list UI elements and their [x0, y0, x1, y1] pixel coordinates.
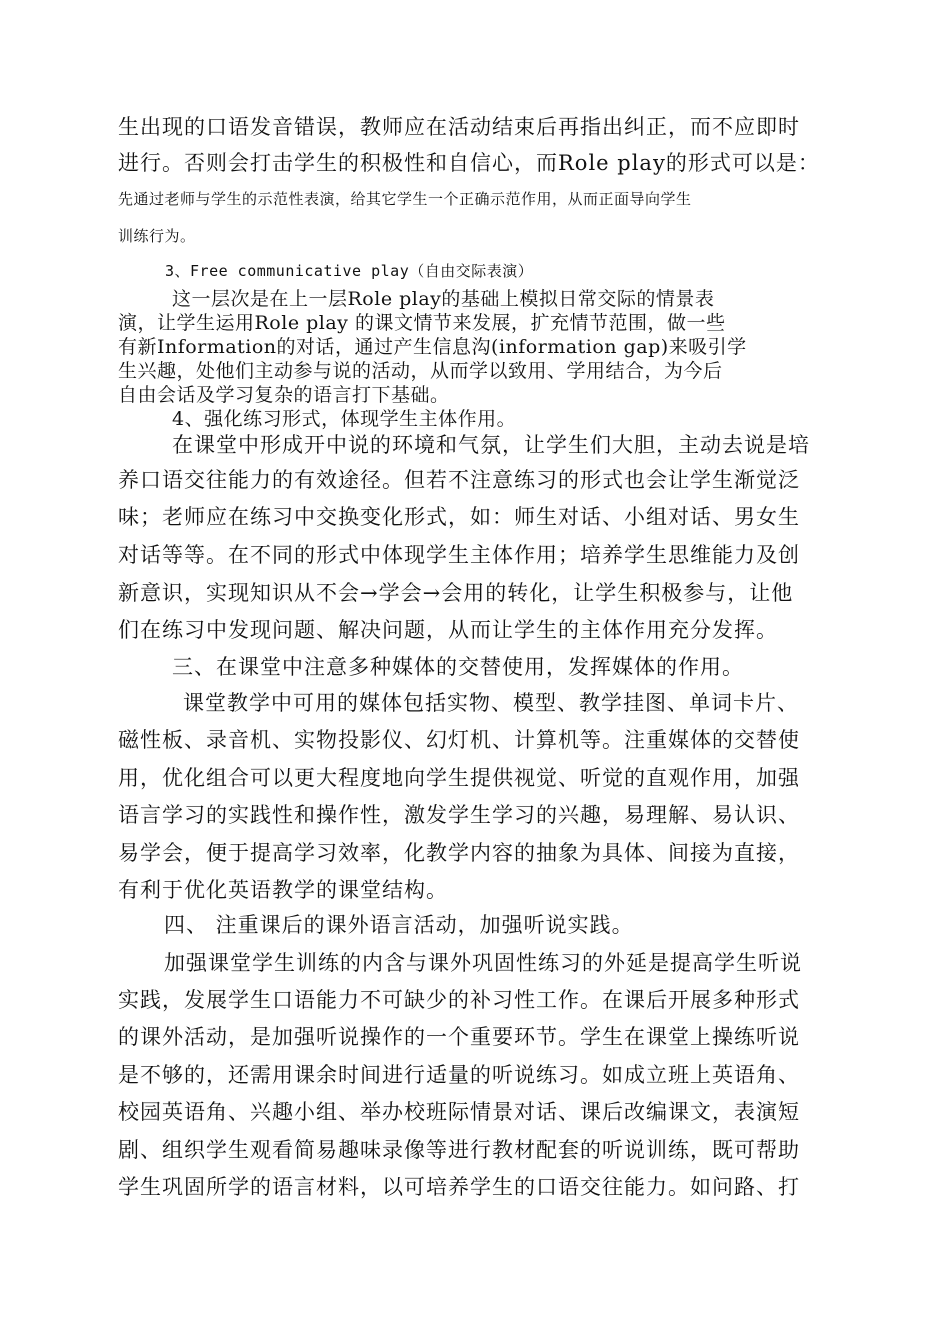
paragraph-line: 用，优化组合可以更大程度地向学生提供视觉、听觉的直观作用，加强 — [118, 766, 800, 790]
paragraph-line: 们在练习中发现问题、解决问题，从而让学生的主体作用充分发挥。 — [118, 618, 778, 642]
section-heading: 三、在课堂中注意多种媒体的交替使用，发挥媒体的作用。 — [172, 655, 744, 679]
paragraph-line: 语言学习的实践性和操作性，激发学生学习的兴趣，易理解、易认识、 — [118, 803, 800, 827]
paragraph-line: 生出现的口语发音错误，教师应在活动结束后再指出纠正，而不应即时 — [118, 115, 800, 139]
paragraph-line: 先通过老师与学生的示范性表演，给其它学生一个正确示范作用，从而正面导向学生 — [118, 190, 692, 208]
paragraph-line: 加强课堂学生训练的内含与课外巩固性练习的外延是提高学生听说 — [164, 951, 802, 975]
paragraph-line: 磁性板、录音机、实物投影仪、幻灯机、计算机等。注重媒体的交替使 — [118, 728, 800, 752]
paragraph-line: 对话等等。在不同的形式中体现学生主体作用；培养学生思维能力及创 — [118, 543, 800, 567]
paragraph-line: 新意识，实现知识从不会→学会→会用的转化，让学生积极参与，让他 — [118, 581, 794, 605]
paragraph-line: 学生巩固所学的语言材料，以可培养学生的口语交往能力。如问路、打 — [118, 1175, 800, 1199]
paragraph-line: 课堂教学中可用的媒体包括实物、模型、教学挂图、单词卡片、 — [183, 691, 799, 715]
paragraph-line: 演，让学生运用Role play 的课文情节来发展，扩充情节范围，做一些 — [118, 312, 726, 334]
section-heading: 4、强化练习形式，体现学生主体作用。 — [172, 408, 517, 430]
paragraph-line: 这一层次是在上一层Role play的基础上模拟日常交际的情景表 — [172, 288, 715, 310]
section-heading: 四、 注重课后的课外语言活动，加强听说实践。 — [164, 913, 634, 937]
paragraph-line: 有新Information的对话，通过产生信息沟(information gap)来吸引学 — [118, 336, 747, 358]
paragraph-line: 的课外活动，是加强听说操作的一个重要环节。学生在课堂上操练听说 — [118, 1025, 800, 1049]
section-heading: 3、Free communicative play（自由交际表演） — [165, 262, 534, 280]
paragraph-line: 生兴趣，处他们主动参与说的活动，从而学以致用、学用结合，为今后 — [118, 360, 723, 382]
paragraph-line: 易学会，便于提高学习效率，化教学内容的抽象为具体、间接为直接， — [118, 841, 800, 865]
paragraph-line: 校园英语角、兴趣小组、举办校班际情景对话、课后改编课文，表演短 — [118, 1100, 800, 1124]
paragraph-line: 养口语交往能力的有效途径。但若不注意练习的形式也会让学生渐觉泛 — [118, 468, 800, 492]
paragraph-line: 训练行为。 — [118, 227, 196, 245]
paragraph-line: 进行。否则会打击学生的积极性和自信心，而Role play的形式可以是： — [118, 151, 820, 175]
paragraph-line: 自由会话及学习复杂的语言打下基础。 — [118, 384, 450, 406]
paragraph-line: 是不够的，还需用课余时间进行适量的听说练习。如成立班上英语角、 — [118, 1063, 800, 1087]
paragraph-line: 在课堂中形成开中说的环境和气氛，让学生们大胆，主动去说是培 — [172, 433, 810, 457]
paragraph-line: 实践，发展学生口语能力不可缺少的补习性工作。在课后开展多种形式 — [118, 988, 800, 1012]
paragraph-line: 剧、组织学生观看简易趣味录像等进行教材配套的听说训练，既可帮助 — [118, 1138, 800, 1162]
paragraph-line: 味；老师应在练习中交换变化形式，如：师生对话、小组对话、男女生 — [118, 505, 800, 529]
paragraph-line: 有利于优化英语教学的课堂结构。 — [118, 878, 448, 902]
